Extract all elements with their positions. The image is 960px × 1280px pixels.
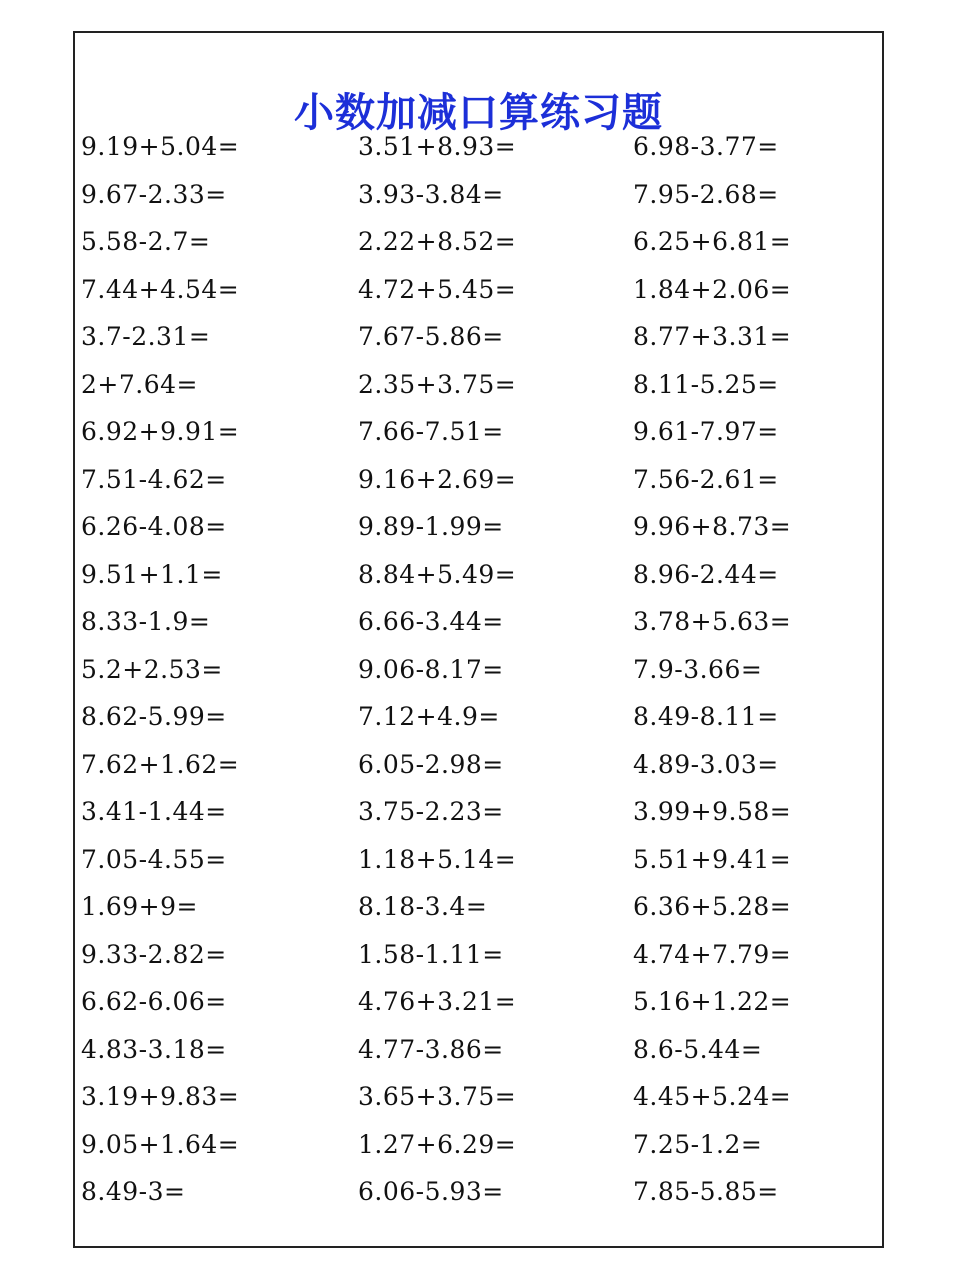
problem-item: 9.67-2.33= [81,179,227,209]
problem-item: 3.41-1.44= [81,797,227,826]
problem-item: 7.85-5.85= [633,1177,779,1206]
problem-item: 3.75-2.23= [358,797,504,826]
problem-item: 9.19+5.04= [81,132,240,161]
problem-item: 2.35+3.75= [358,369,517,399]
problem-item: 6.66-3.44= [358,607,504,636]
problem-item: 2.22+8.52= [358,227,517,256]
problem-item: 8.49-8.11= [633,702,779,731]
problem-item: 1.27+6.29= [358,1129,517,1159]
problem-item: 7.9-3.66= [633,654,763,684]
problem-item: 5.2+2.53= [81,654,223,684]
problem-item: 6.26-4.08= [81,512,227,541]
problem-item: 9.61-7.97= [633,417,779,446]
problem-item: 3.99+9.58= [633,797,792,826]
problem-item: 7.05-4.55= [81,844,227,874]
problem-item: 8.77+3.31= [633,322,792,351]
problem-item: 3.7-2.31= [81,322,211,351]
problem-item: 1.18+5.14= [358,844,517,874]
problem-item: 6.06-5.93= [358,1177,504,1206]
problem-item: 7.44+4.54= [81,274,240,304]
problem-item: 9.96+8.73= [633,512,792,541]
problem-item: 3.93-3.84= [358,179,504,209]
problem-item: 4.83-3.18= [81,1034,227,1064]
problem-item: 6.36+5.28= [633,892,792,921]
problem-item: 1.84+2.06= [633,274,792,304]
problem-item: 9.33-2.82= [81,939,227,969]
problem-item: 8.18-3.4= [358,892,488,921]
problem-item: 9.06-8.17= [358,654,504,684]
problem-item: 4.45+5.24= [633,1082,792,1111]
problem-item: 3.19+9.83= [81,1082,240,1111]
problem-item: 7.51-4.62= [81,464,227,494]
problem-item: 8.11-5.25= [633,369,779,399]
problem-item: 6.98-3.77= [633,132,779,161]
problem-item: 2+7.64= [81,369,198,399]
problem-item: 9.89-1.99= [358,512,504,541]
problem-item: 4.77-3.86= [358,1034,504,1064]
problem-item: 7.66-7.51= [358,417,504,446]
problem-item: 6.25+6.81= [633,227,792,256]
problem-item: 4.89-3.03= [633,749,779,779]
problem-item: 7.56-2.61= [633,464,779,494]
problem-item: 8.49-3= [81,1177,186,1206]
problem-item: 3.51+8.93= [358,132,517,161]
page-title: 小数加减口算练习题 [294,90,663,136]
problem-item: 6.62-6.06= [81,987,227,1016]
problem-item: 6.92+9.91= [81,417,240,446]
problem-item: 1.58-1.11= [358,939,504,969]
problem-item: 9.05+1.64= [81,1129,240,1159]
problem-item: 7.25-1.2= [633,1129,763,1159]
problem-item: 7.62+1.62= [81,749,240,779]
problem-item: 5.51+9.41= [633,844,792,874]
problem-grid [81,123,883,1216]
problem-item: 4.72+5.45= [358,274,517,304]
problem-item: 4.76+3.21= [358,987,517,1016]
problem-item: 3.78+5.63= [633,607,792,636]
problem-item: 3.65+3.75= [358,1082,517,1111]
problem-item: 1.69+9= [81,892,198,921]
problem-item: 9.51+1.1= [81,559,223,589]
problem-item: 5.16+1.22= [633,987,792,1016]
problem-item: 6.05-2.98= [358,749,504,779]
problem-item: 7.12+4.9= [358,702,500,731]
problem-item: 7.67-5.86= [358,322,504,351]
problem-item: 8.62-5.99= [81,702,227,731]
problem-item: 8.96-2.44= [633,559,779,589]
problem-item: 8.6-5.44= [633,1034,763,1064]
problem-item: 4.74+7.79= [633,939,792,969]
problem-item: 8.33-1.9= [81,607,211,636]
problem-item: 8.84+5.49= [358,559,517,589]
problem-item: 5.58-2.7= [81,227,211,256]
problem-item: 7.95-2.68= [633,179,779,209]
problem-item: 9.16+2.69= [358,464,517,494]
